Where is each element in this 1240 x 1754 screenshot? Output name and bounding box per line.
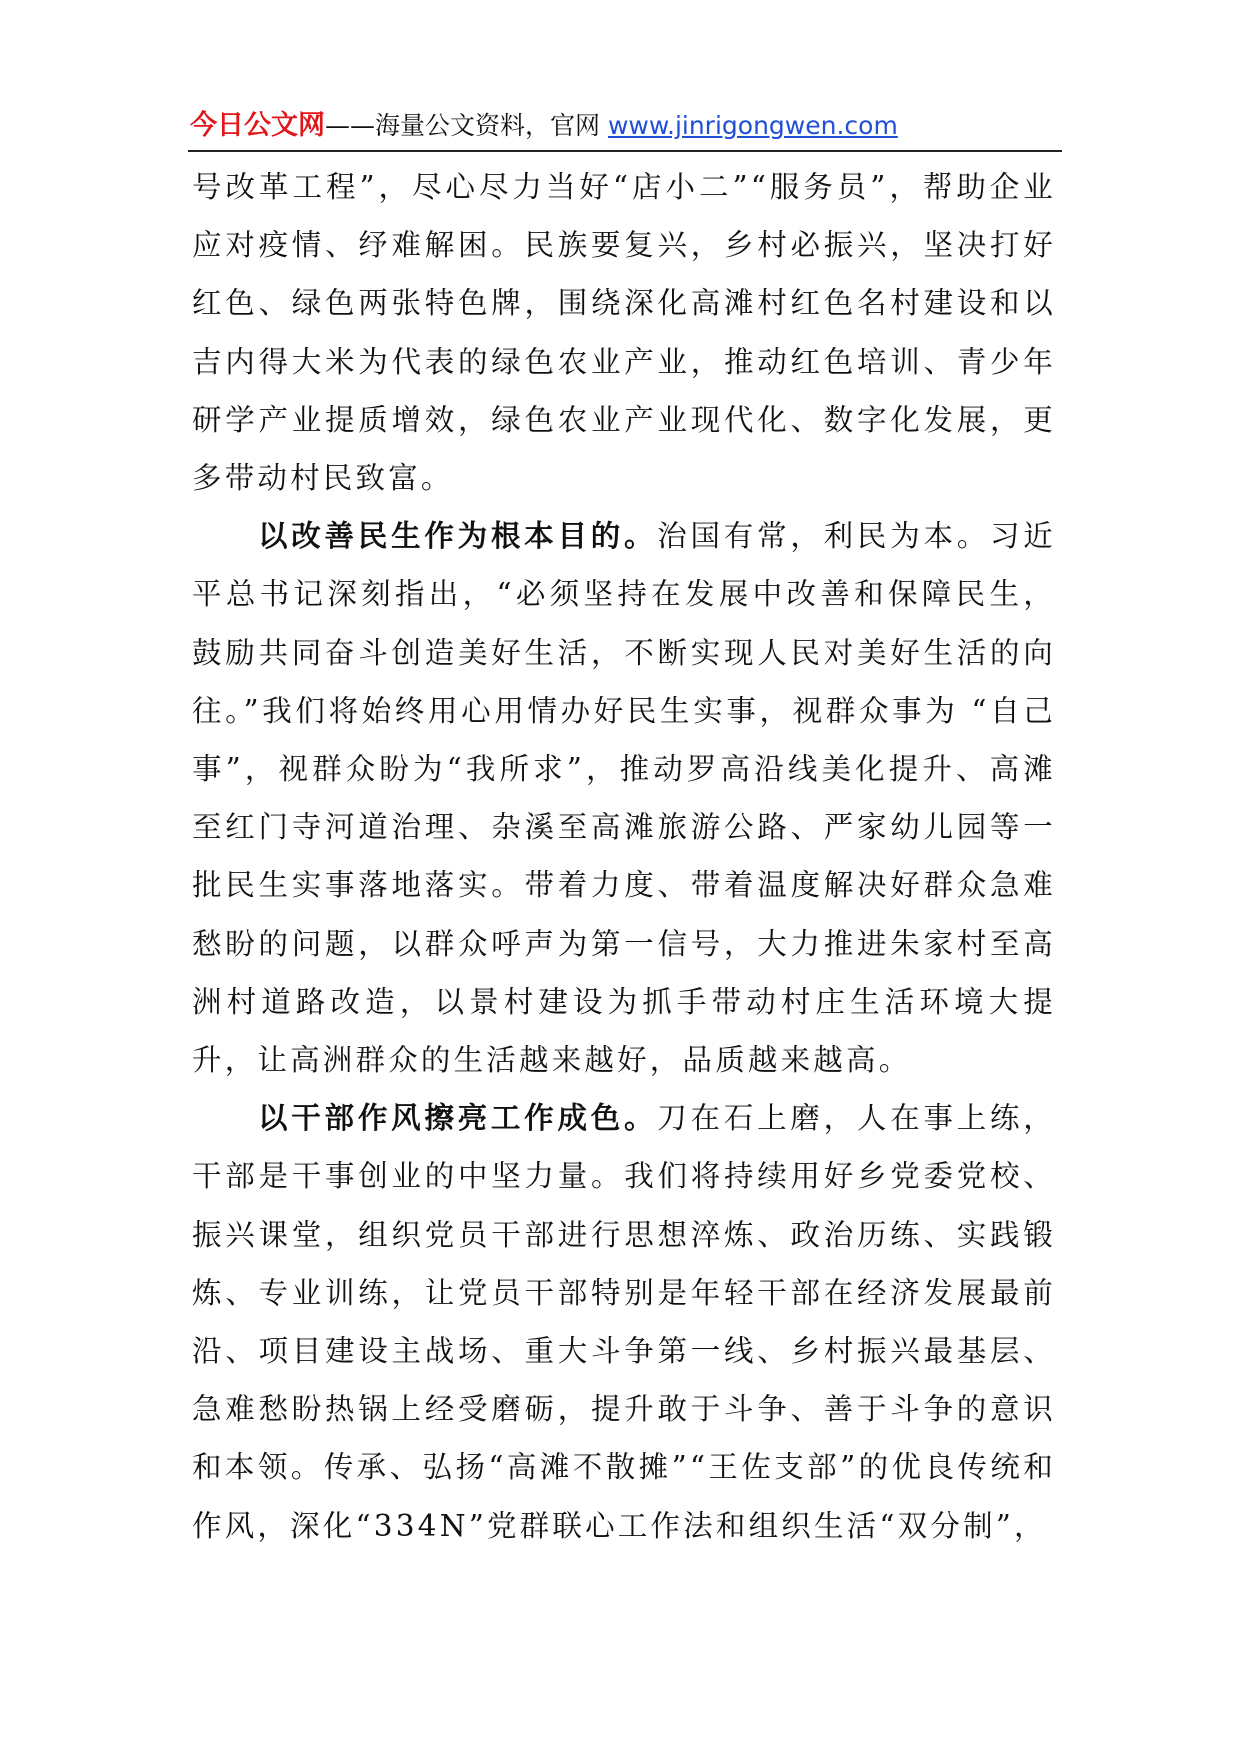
paragraph-livelihood xyxy=(192,507,1056,1089)
site-brand: 今日公文网 xyxy=(190,110,325,141)
paragraph-heading: 以干部作风擦亮工作成色。 xyxy=(258,1100,658,1136)
paragraph-heading: 以改善民生作为根本目的。 xyxy=(258,518,658,554)
header-divider xyxy=(188,150,1062,152)
document-body xyxy=(192,158,1056,1555)
paragraph-text: 号改革工程”，尽心尽力当好“店小二”“服务员”，帮助企业应对疫情、纾难解困。民族要复兴，乡村必振兴，坚决打好红色、绿色两张特色牌，围绕深化高滩村红色名村建设和以吉内得大米为代表的绿色农业产业，推动红色培训、青少年研学产业提质增效，绿色农业产业现代化、数字化发展，更多带动村民致富。 xyxy=(192,170,1056,496)
paragraph-text: 刀在石上磨，人在事上练，干部是干事创业的中坚力量。我们将持续用好乡党委党校、振兴课堂，组织党员干部进行思想淬炼、政治历练、实践锻炼、专业训练，让党员干部特别是年轻干部在经济发展最前沿、项目建设主战场、重大斗争第一线、乡村振兴最基层、急难愁盼热锅上经受磨砺，提升敢于斗争、善于斗争的意识和本领。传承、弘扬“高滩不散摊”“王佐支部”的优良传统和作风，深化“334N”党群联心工作法和组织生活“双分制”， xyxy=(192,1101,1056,1543)
paragraph-text: 治国有常，利民为本。习近平总书记深刻指出，“必须坚持在发展中改善和保障民生，鼓励共同奋斗创造美好生活，不断实现人民对美好生活的向往。”我们将始终用心用情办好民生实事，视群众事为 “自己事”，视群众盼为“我所求”，推动罗高沿线美化提升、高滩至红门寺河道治理、杂溪至高滩旅游公路、严家幼儿园等一批民生实事落地落实。带着力度、带着温度解决好群众急难愁盼的问题，以群众呼声为第一信号，大力推进朱家村至高洲村道路改造，以景村建设为抓手带动村庄生活环境大提升，让高洲群众的生活越来越好，品质越来越高。 xyxy=(192,519,1056,1078)
paragraph-continuation xyxy=(192,158,1056,507)
site-url-link[interactable]: www.jinrigongwen.com xyxy=(607,111,898,140)
site-header xyxy=(190,104,1060,148)
site-tagline: ——海量公文资料，官网 xyxy=(325,111,608,140)
paragraph-cadre-style xyxy=(192,1089,1056,1555)
